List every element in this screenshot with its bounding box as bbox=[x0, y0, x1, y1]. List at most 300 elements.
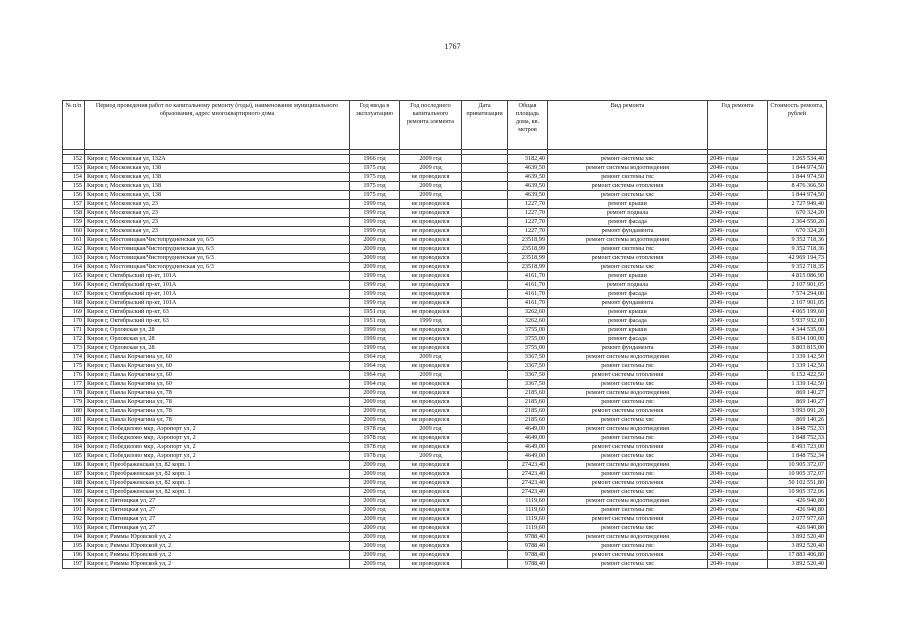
row-cost: 1 844 974,50 bbox=[768, 191, 827, 200]
row-privatization-date bbox=[462, 416, 508, 425]
row-built-year: 1999 год bbox=[350, 200, 400, 209]
row-repair-type: ремонт фасада bbox=[548, 218, 708, 227]
row-last-repair: не проводился bbox=[400, 389, 462, 398]
row-built-year: 2009 год bbox=[350, 542, 400, 551]
row-cost: 10 905 372,07 bbox=[768, 470, 827, 479]
table-row bbox=[63, 443, 827, 452]
row-area: 4649,00 bbox=[508, 425, 548, 434]
table-row bbox=[63, 452, 827, 461]
column-header-built-year: Год ввода в эксплуатацию bbox=[350, 101, 400, 150]
row-privatization-date bbox=[462, 425, 508, 434]
table-row bbox=[63, 497, 827, 506]
row-built-year: 2009 год bbox=[350, 407, 400, 416]
row-repair-type: ремонт системы водоотведения bbox=[548, 425, 708, 434]
row-built-year: 2009 год bbox=[350, 389, 400, 398]
row-repair-type: ремонт системы гвс bbox=[548, 434, 708, 443]
row-address: Киров г, Пятницкая ул, 27 bbox=[85, 524, 350, 533]
row-number: 196 bbox=[63, 551, 85, 560]
row-repair-year: 2049- годы bbox=[708, 398, 768, 407]
row-area: 4161,70 bbox=[508, 299, 548, 308]
row-built-year: 2009 год bbox=[350, 461, 400, 470]
row-area: 1119,60 bbox=[508, 497, 548, 506]
row-last-repair: не проводился bbox=[400, 488, 462, 497]
row-last-repair: не проводился bbox=[400, 515, 462, 524]
row-last-repair: 2009 год bbox=[400, 371, 462, 380]
row-number: 176 bbox=[63, 371, 85, 380]
row-repair-type: ремонт системы хвс bbox=[548, 560, 708, 569]
row-privatization-date bbox=[462, 236, 508, 245]
row-address: Киров г, Преображенская ул, 82 корп. 1 bbox=[85, 470, 350, 479]
row-cost: 7 574 294,00 bbox=[768, 290, 827, 299]
row-number: 173 bbox=[63, 344, 85, 353]
row-area: 23518,99 bbox=[508, 263, 548, 272]
row-number: 192 bbox=[63, 515, 85, 524]
row-privatization-date bbox=[462, 155, 508, 164]
row-privatization-date bbox=[462, 209, 508, 218]
table-row bbox=[63, 344, 827, 353]
row-cost: 1 265 534,40 bbox=[768, 155, 827, 164]
row-last-repair: 2009 год bbox=[400, 425, 462, 434]
row-last-repair: не проводился bbox=[400, 398, 462, 407]
row-area: 4639,50 bbox=[508, 182, 548, 191]
row-built-year: 2009 год bbox=[350, 254, 400, 263]
row-built-year: 1951 год bbox=[350, 317, 400, 326]
row-built-year: 1978 год bbox=[350, 434, 400, 443]
table-row bbox=[63, 398, 827, 407]
row-address: Киров г, Октябрьский пр-кт, 101А bbox=[85, 290, 350, 299]
row-number: 170 bbox=[63, 317, 85, 326]
row-privatization-date bbox=[462, 407, 508, 416]
row-number: 191 bbox=[63, 506, 85, 515]
table-row bbox=[63, 281, 827, 290]
row-number: 182 bbox=[63, 425, 85, 434]
row-area: 23518,99 bbox=[508, 245, 548, 254]
row-number: 193 bbox=[63, 524, 85, 533]
row-number: 190 bbox=[63, 497, 85, 506]
row-repair-year: 2049- годы bbox=[708, 542, 768, 551]
row-repair-year: 2049- годы bbox=[708, 290, 768, 299]
row-built-year: 2009 год bbox=[350, 533, 400, 542]
row-cost: 9 352 718,36 bbox=[768, 236, 827, 245]
row-repair-year: 2049- годы bbox=[708, 434, 768, 443]
row-repair-type: ремонт системы отопления bbox=[548, 182, 708, 191]
row-address: Киров г, Павла Корчагина ул, 60 bbox=[85, 371, 350, 380]
row-privatization-date bbox=[462, 461, 508, 470]
row-built-year: 1966 год bbox=[350, 155, 400, 164]
row-repair-year: 2049- годы bbox=[708, 551, 768, 560]
row-cost: 4 344 535,00 bbox=[768, 326, 827, 335]
row-area: 4649,00 bbox=[508, 443, 548, 452]
row-number: 158 bbox=[63, 209, 85, 218]
row-address: Киров г, Московская ул, 138 bbox=[85, 182, 350, 191]
row-cost: 4 815 086,90 bbox=[768, 272, 827, 281]
row-address: Киров г, Победилово мкр, Аэропорт ул, 2 bbox=[85, 452, 350, 461]
row-repair-type: ремонт системы гвс bbox=[548, 506, 708, 515]
row-number: 183 bbox=[63, 434, 85, 443]
row-number: 178 bbox=[63, 389, 85, 398]
row-built-year: 2009 год bbox=[350, 263, 400, 272]
row-cost: 5 937 932,00 bbox=[768, 317, 827, 326]
row-privatization-date bbox=[462, 353, 508, 362]
row-number: 166 bbox=[63, 281, 85, 290]
row-number: 168 bbox=[63, 299, 85, 308]
column-header-privatization-date: Дата приватизации bbox=[462, 101, 508, 150]
row-repair-type: ремонт системы водоотведения bbox=[548, 236, 708, 245]
row-privatization-date bbox=[462, 227, 508, 236]
row-area: 27423,40 bbox=[508, 479, 548, 488]
row-last-repair: не проводился bbox=[400, 506, 462, 515]
row-repair-year: 2049- годы bbox=[708, 515, 768, 524]
row-last-repair: не проводился bbox=[400, 299, 462, 308]
row-area: 1119,60 bbox=[508, 524, 548, 533]
row-repair-type: ремонт системы гвс bbox=[548, 542, 708, 551]
row-repair-year: 2049- годы bbox=[708, 245, 768, 254]
row-built-year: 1999 год bbox=[350, 335, 400, 344]
row-repair-year: 2049- годы bbox=[708, 263, 768, 272]
row-address: Киров г, Павла Корчагина ул, 60 bbox=[85, 380, 350, 389]
row-number: 162 bbox=[63, 245, 85, 254]
row-last-repair: не проводился bbox=[400, 272, 462, 281]
row-privatization-date bbox=[462, 470, 508, 479]
row-area: 4639,50 bbox=[508, 164, 548, 173]
row-area: 1119,60 bbox=[508, 515, 548, 524]
row-privatization-date bbox=[462, 182, 508, 191]
row-privatization-date bbox=[462, 443, 508, 452]
row-last-repair: не проводился bbox=[400, 551, 462, 560]
column-header-address: Период проведения работ по капитальному ремонту (годы), наименование муниципального образования, адрес многоквартирного дома bbox=[85, 101, 350, 150]
row-cost: 50 102 551,80 bbox=[768, 479, 827, 488]
row-cost: 3 993 091,20 bbox=[768, 407, 827, 416]
row-last-repair: не проводился bbox=[400, 380, 462, 389]
row-repair-year: 2049- годы bbox=[708, 326, 768, 335]
row-repair-year: 2049- годы bbox=[708, 479, 768, 488]
row-number: 152 bbox=[63, 155, 85, 164]
row-area: 9788,40 bbox=[508, 542, 548, 551]
page-number: 1767 bbox=[444, 42, 461, 51]
row-privatization-date bbox=[462, 398, 508, 407]
row-last-repair: 2009 год bbox=[400, 155, 462, 164]
row-cost: 8 476 366,50 bbox=[768, 182, 827, 191]
row-last-repair: 2009 год bbox=[400, 452, 462, 461]
row-built-year: 1999 год bbox=[350, 281, 400, 290]
table-row bbox=[63, 479, 827, 488]
row-built-year: 1999 год bbox=[350, 344, 400, 353]
row-area: 4639,50 bbox=[508, 173, 548, 182]
row-privatization-date bbox=[462, 263, 508, 272]
table-row bbox=[63, 488, 827, 497]
row-built-year: 2009 год bbox=[350, 398, 400, 407]
table-row bbox=[63, 542, 827, 551]
row-built-year: 1975 год bbox=[350, 191, 400, 200]
row-cost: 3 892 520,40 bbox=[768, 542, 827, 551]
row-area: 3262,60 bbox=[508, 308, 548, 317]
row-built-year: 2009 год bbox=[350, 236, 400, 245]
row-number: 154 bbox=[63, 173, 85, 182]
row-privatization-date bbox=[462, 560, 508, 569]
row-repair-type: ремонт системы отопления bbox=[548, 254, 708, 263]
table-row bbox=[63, 326, 827, 335]
row-repair-year: 2049- годы bbox=[708, 155, 768, 164]
row-repair-year: 2049- годы bbox=[708, 173, 768, 182]
row-cost: 3 892 520,40 bbox=[768, 533, 827, 542]
row-number: 172 bbox=[63, 335, 85, 344]
table-row bbox=[63, 425, 827, 434]
row-privatization-date bbox=[462, 488, 508, 497]
table-row bbox=[63, 191, 827, 200]
row-repair-year: 2049- годы bbox=[708, 164, 768, 173]
row-last-repair: не проводился bbox=[400, 470, 462, 479]
row-area: 3367,50 bbox=[508, 362, 548, 371]
row-area: 4649,00 bbox=[508, 452, 548, 461]
row-address: Киров г, Мостовицкая/Чистопрудненская ул, 6/3 bbox=[85, 254, 350, 263]
row-address: Киров г, Октябрьский пр-кт, 101А bbox=[85, 272, 350, 281]
row-repair-year: 2049- годы bbox=[708, 506, 768, 515]
row-built-year: 2009 год bbox=[350, 524, 400, 533]
row-repair-year: 2049- годы bbox=[708, 560, 768, 569]
row-repair-type: ремонт системы хвс bbox=[548, 380, 708, 389]
row-repair-type: ремонт системы отопления bbox=[548, 407, 708, 416]
row-number: 184 bbox=[63, 443, 85, 452]
row-privatization-date bbox=[462, 515, 508, 524]
row-privatization-date bbox=[462, 299, 508, 308]
row-repair-year: 2049- годы bbox=[708, 380, 768, 389]
row-last-repair: не проводился bbox=[400, 479, 462, 488]
row-built-year: 1964 год bbox=[350, 362, 400, 371]
row-address: Киров г, Пятницкая ул, 27 bbox=[85, 515, 350, 524]
row-repair-year: 2049- годы bbox=[708, 425, 768, 434]
table-row bbox=[63, 290, 827, 299]
row-number: 179 bbox=[63, 398, 85, 407]
row-repair-type: ремонт фасада bbox=[548, 317, 708, 326]
row-privatization-date bbox=[462, 308, 508, 317]
row-repair-year: 2049- годы bbox=[708, 362, 768, 371]
table-row bbox=[63, 371, 827, 380]
table-row bbox=[63, 461, 827, 470]
row-repair-year: 2049- годы bbox=[708, 470, 768, 479]
row-cost: 42 969 194,73 bbox=[768, 254, 827, 263]
table-row bbox=[63, 515, 827, 524]
row-repair-year: 2049- годы bbox=[708, 317, 768, 326]
row-repair-year: 2049- годы bbox=[708, 335, 768, 344]
row-number: 163 bbox=[63, 254, 85, 263]
row-cost: 869 140,26 bbox=[768, 416, 827, 425]
row-address: Киров г, Октябрьский пр-кт, 101А bbox=[85, 299, 350, 308]
table-row bbox=[63, 272, 827, 281]
table-row bbox=[63, 335, 827, 344]
row-last-repair: не проводился bbox=[400, 209, 462, 218]
row-area: 9788,40 bbox=[508, 551, 548, 560]
row-area: 23518,99 bbox=[508, 236, 548, 245]
row-address: Киров г, Павла Корчагина ул, 60 bbox=[85, 353, 350, 362]
row-area: 1119,60 bbox=[508, 506, 548, 515]
row-built-year: 1964 год bbox=[350, 380, 400, 389]
row-address: Киров г, Риммы Юровской ул, 2 bbox=[85, 560, 350, 569]
row-repair-type: ремонт системы водоотведения bbox=[548, 164, 708, 173]
row-cost: 426 940,80 bbox=[768, 497, 827, 506]
row-repair-year: 2049- годы bbox=[708, 497, 768, 506]
row-repair-year: 2049- годы bbox=[708, 443, 768, 452]
row-area: 2185,60 bbox=[508, 398, 548, 407]
row-number: 156 bbox=[63, 191, 85, 200]
row-repair-type: ремонт крыши bbox=[548, 308, 708, 317]
row-privatization-date bbox=[462, 290, 508, 299]
row-address: Киров г, Орловская ул, 28 bbox=[85, 335, 350, 344]
row-last-repair: не проводился bbox=[400, 524, 462, 533]
row-repair-year: 2049- годы bbox=[708, 524, 768, 533]
row-number: 165 bbox=[63, 272, 85, 281]
row-address: Киров г, Павла Корчагина ул, 60 bbox=[85, 362, 350, 371]
row-number: 175 bbox=[63, 362, 85, 371]
row-privatization-date bbox=[462, 200, 508, 209]
column-header-repair-type: Вид ремонта bbox=[548, 101, 708, 150]
row-built-year: 1964 год bbox=[350, 371, 400, 380]
row-repair-year: 2049- годы bbox=[708, 200, 768, 209]
row-cost: 4 065 199,60 bbox=[768, 308, 827, 317]
row-cost: 1 848 752,33 bbox=[768, 425, 827, 434]
row-address: Киров г, Победилово мкр, Аэропорт ул, 2 bbox=[85, 443, 350, 452]
row-repair-type: ремонт крыши bbox=[548, 272, 708, 281]
row-cost: 17 883 406,80 bbox=[768, 551, 827, 560]
row-repair-year: 2049- годы bbox=[708, 191, 768, 200]
row-built-year: 1978 год bbox=[350, 443, 400, 452]
row-repair-year: 2049- годы bbox=[708, 461, 768, 470]
table-row bbox=[63, 227, 827, 236]
row-repair-type: ремонт системы водоотведения bbox=[548, 533, 708, 542]
row-cost: 8 493 723,00 bbox=[768, 443, 827, 452]
row-cost: 2 364 550,20 bbox=[768, 218, 827, 227]
row-area: 9788,40 bbox=[508, 533, 548, 542]
table-row bbox=[63, 560, 827, 569]
row-repair-year: 2049- годы bbox=[708, 236, 768, 245]
row-last-repair: не проводился bbox=[400, 335, 462, 344]
row-cost: 6 152 422,50 bbox=[768, 371, 827, 380]
table-row bbox=[63, 470, 827, 479]
row-built-year: 2009 год bbox=[350, 497, 400, 506]
row-repair-year: 2049- годы bbox=[708, 272, 768, 281]
row-built-year: 2009 год bbox=[350, 551, 400, 560]
row-address: Киров г, Риммы Юровской ул, 2 bbox=[85, 542, 350, 551]
row-privatization-date bbox=[462, 551, 508, 560]
row-number: 177 bbox=[63, 380, 85, 389]
row-built-year: 1999 год bbox=[350, 272, 400, 281]
row-address: Киров г, Победилово мкр, Аэропорт ул, 2 bbox=[85, 425, 350, 434]
row-address: Киров г, Московская ул, 138 bbox=[85, 173, 350, 182]
table-header-row bbox=[63, 101, 827, 150]
row-cost: 1 848 752,33 bbox=[768, 434, 827, 443]
table-row bbox=[63, 182, 827, 191]
row-number: 195 bbox=[63, 542, 85, 551]
row-built-year: 2009 год bbox=[350, 416, 400, 425]
table-row bbox=[63, 407, 827, 416]
row-built-year: 2009 год bbox=[350, 470, 400, 479]
row-repair-year: 2049- годы bbox=[708, 407, 768, 416]
row-cost: 2 727 949,40 bbox=[768, 200, 827, 209]
table-row bbox=[63, 317, 827, 326]
row-repair-year: 2049- годы bbox=[708, 182, 768, 191]
row-area: 2185,60 bbox=[508, 416, 548, 425]
row-number: 180 bbox=[63, 407, 85, 416]
table-row bbox=[63, 218, 827, 227]
repair-schedule-table bbox=[62, 100, 827, 569]
row-area: 1227,70 bbox=[508, 218, 548, 227]
row-last-repair: не проводился bbox=[400, 497, 462, 506]
row-last-repair: не проводился bbox=[400, 416, 462, 425]
table-row bbox=[63, 551, 827, 560]
row-repair-type: ремонт системы отопления bbox=[548, 515, 708, 524]
row-address: Киров г, Орловская ул, 28 bbox=[85, 326, 350, 335]
row-address: Киров г, Московская ул, 23 bbox=[85, 227, 350, 236]
row-built-year: 1951 год bbox=[350, 308, 400, 317]
row-repair-type: ремонт системы водоотведения bbox=[548, 497, 708, 506]
row-repair-type: ремонт системы отопления bbox=[548, 479, 708, 488]
row-repair-year: 2049- годы bbox=[708, 227, 768, 236]
row-cost: 869 140,27 bbox=[768, 389, 827, 398]
row-last-repair: 2009 год bbox=[400, 182, 462, 191]
row-area: 2185,60 bbox=[508, 389, 548, 398]
row-repair-type: ремонт фасада bbox=[548, 335, 708, 344]
row-cost: 9 352 718,36 bbox=[768, 245, 827, 254]
row-address: Киров г, Пятницкая ул, 27 bbox=[85, 506, 350, 515]
row-repair-type: ремонт системы хвс bbox=[548, 452, 708, 461]
table-row bbox=[63, 533, 827, 542]
row-repair-type: ремонт системы хвс bbox=[548, 524, 708, 533]
row-last-repair: не проводился bbox=[400, 362, 462, 371]
row-last-repair: не проводился bbox=[400, 227, 462, 236]
row-address: Киров г, Павла Корчагина ул, 78 bbox=[85, 398, 350, 407]
row-repair-year: 2049- годы bbox=[708, 488, 768, 497]
row-cost: 2 077 977,60 bbox=[768, 515, 827, 524]
row-address: Киров г, Московская ул, 23 bbox=[85, 209, 350, 218]
row-number: 157 bbox=[63, 200, 85, 209]
row-repair-type: ремонт фасада bbox=[548, 290, 708, 299]
row-cost: 2 107 901,05 bbox=[768, 299, 827, 308]
row-number: 167 bbox=[63, 290, 85, 299]
row-privatization-date bbox=[462, 173, 508, 182]
row-cost: 6 834 100,00 bbox=[768, 335, 827, 344]
row-privatization-date bbox=[462, 281, 508, 290]
row-address: Киров г, Орловская ул, 28 bbox=[85, 344, 350, 353]
row-address: Киров г, Преображенская ул, 82 корп. 1 bbox=[85, 479, 350, 488]
row-repair-type: ремонт системы гвс bbox=[548, 173, 708, 182]
row-last-repair: не проводился bbox=[400, 542, 462, 551]
row-repair-type: ремонт системы гвс bbox=[548, 470, 708, 479]
row-privatization-date bbox=[462, 254, 508, 263]
row-address: Киров г, Преображенская ул, 82 корп. 1 bbox=[85, 488, 350, 497]
row-area: 4161,70 bbox=[508, 290, 548, 299]
row-address: Киров г, Московская ул, 23 bbox=[85, 218, 350, 227]
row-privatization-date bbox=[462, 371, 508, 380]
row-last-repair: не проводился bbox=[400, 263, 462, 272]
row-address: Киров г, Павла Корчагина ул, 78 bbox=[85, 416, 350, 425]
table-row bbox=[63, 299, 827, 308]
row-area: 3367,50 bbox=[508, 371, 548, 380]
row-address: Киров г, Мостовицкая/Чистопрудненская ул, 6/3 bbox=[85, 245, 350, 254]
row-privatization-date bbox=[462, 380, 508, 389]
row-repair-year: 2049- годы bbox=[708, 353, 768, 362]
row-area: 1227,70 bbox=[508, 227, 548, 236]
row-last-repair: не проводился bbox=[400, 236, 462, 245]
row-privatization-date bbox=[462, 191, 508, 200]
table-row bbox=[63, 173, 827, 182]
row-cost: 426 940,80 bbox=[768, 524, 827, 533]
row-last-repair: 2009 год bbox=[400, 191, 462, 200]
row-number: 169 bbox=[63, 308, 85, 317]
row-area: 9788,40 bbox=[508, 560, 548, 569]
row-number: 185 bbox=[63, 452, 85, 461]
table-row bbox=[63, 254, 827, 263]
table-row bbox=[63, 200, 827, 209]
table-row bbox=[63, 236, 827, 245]
